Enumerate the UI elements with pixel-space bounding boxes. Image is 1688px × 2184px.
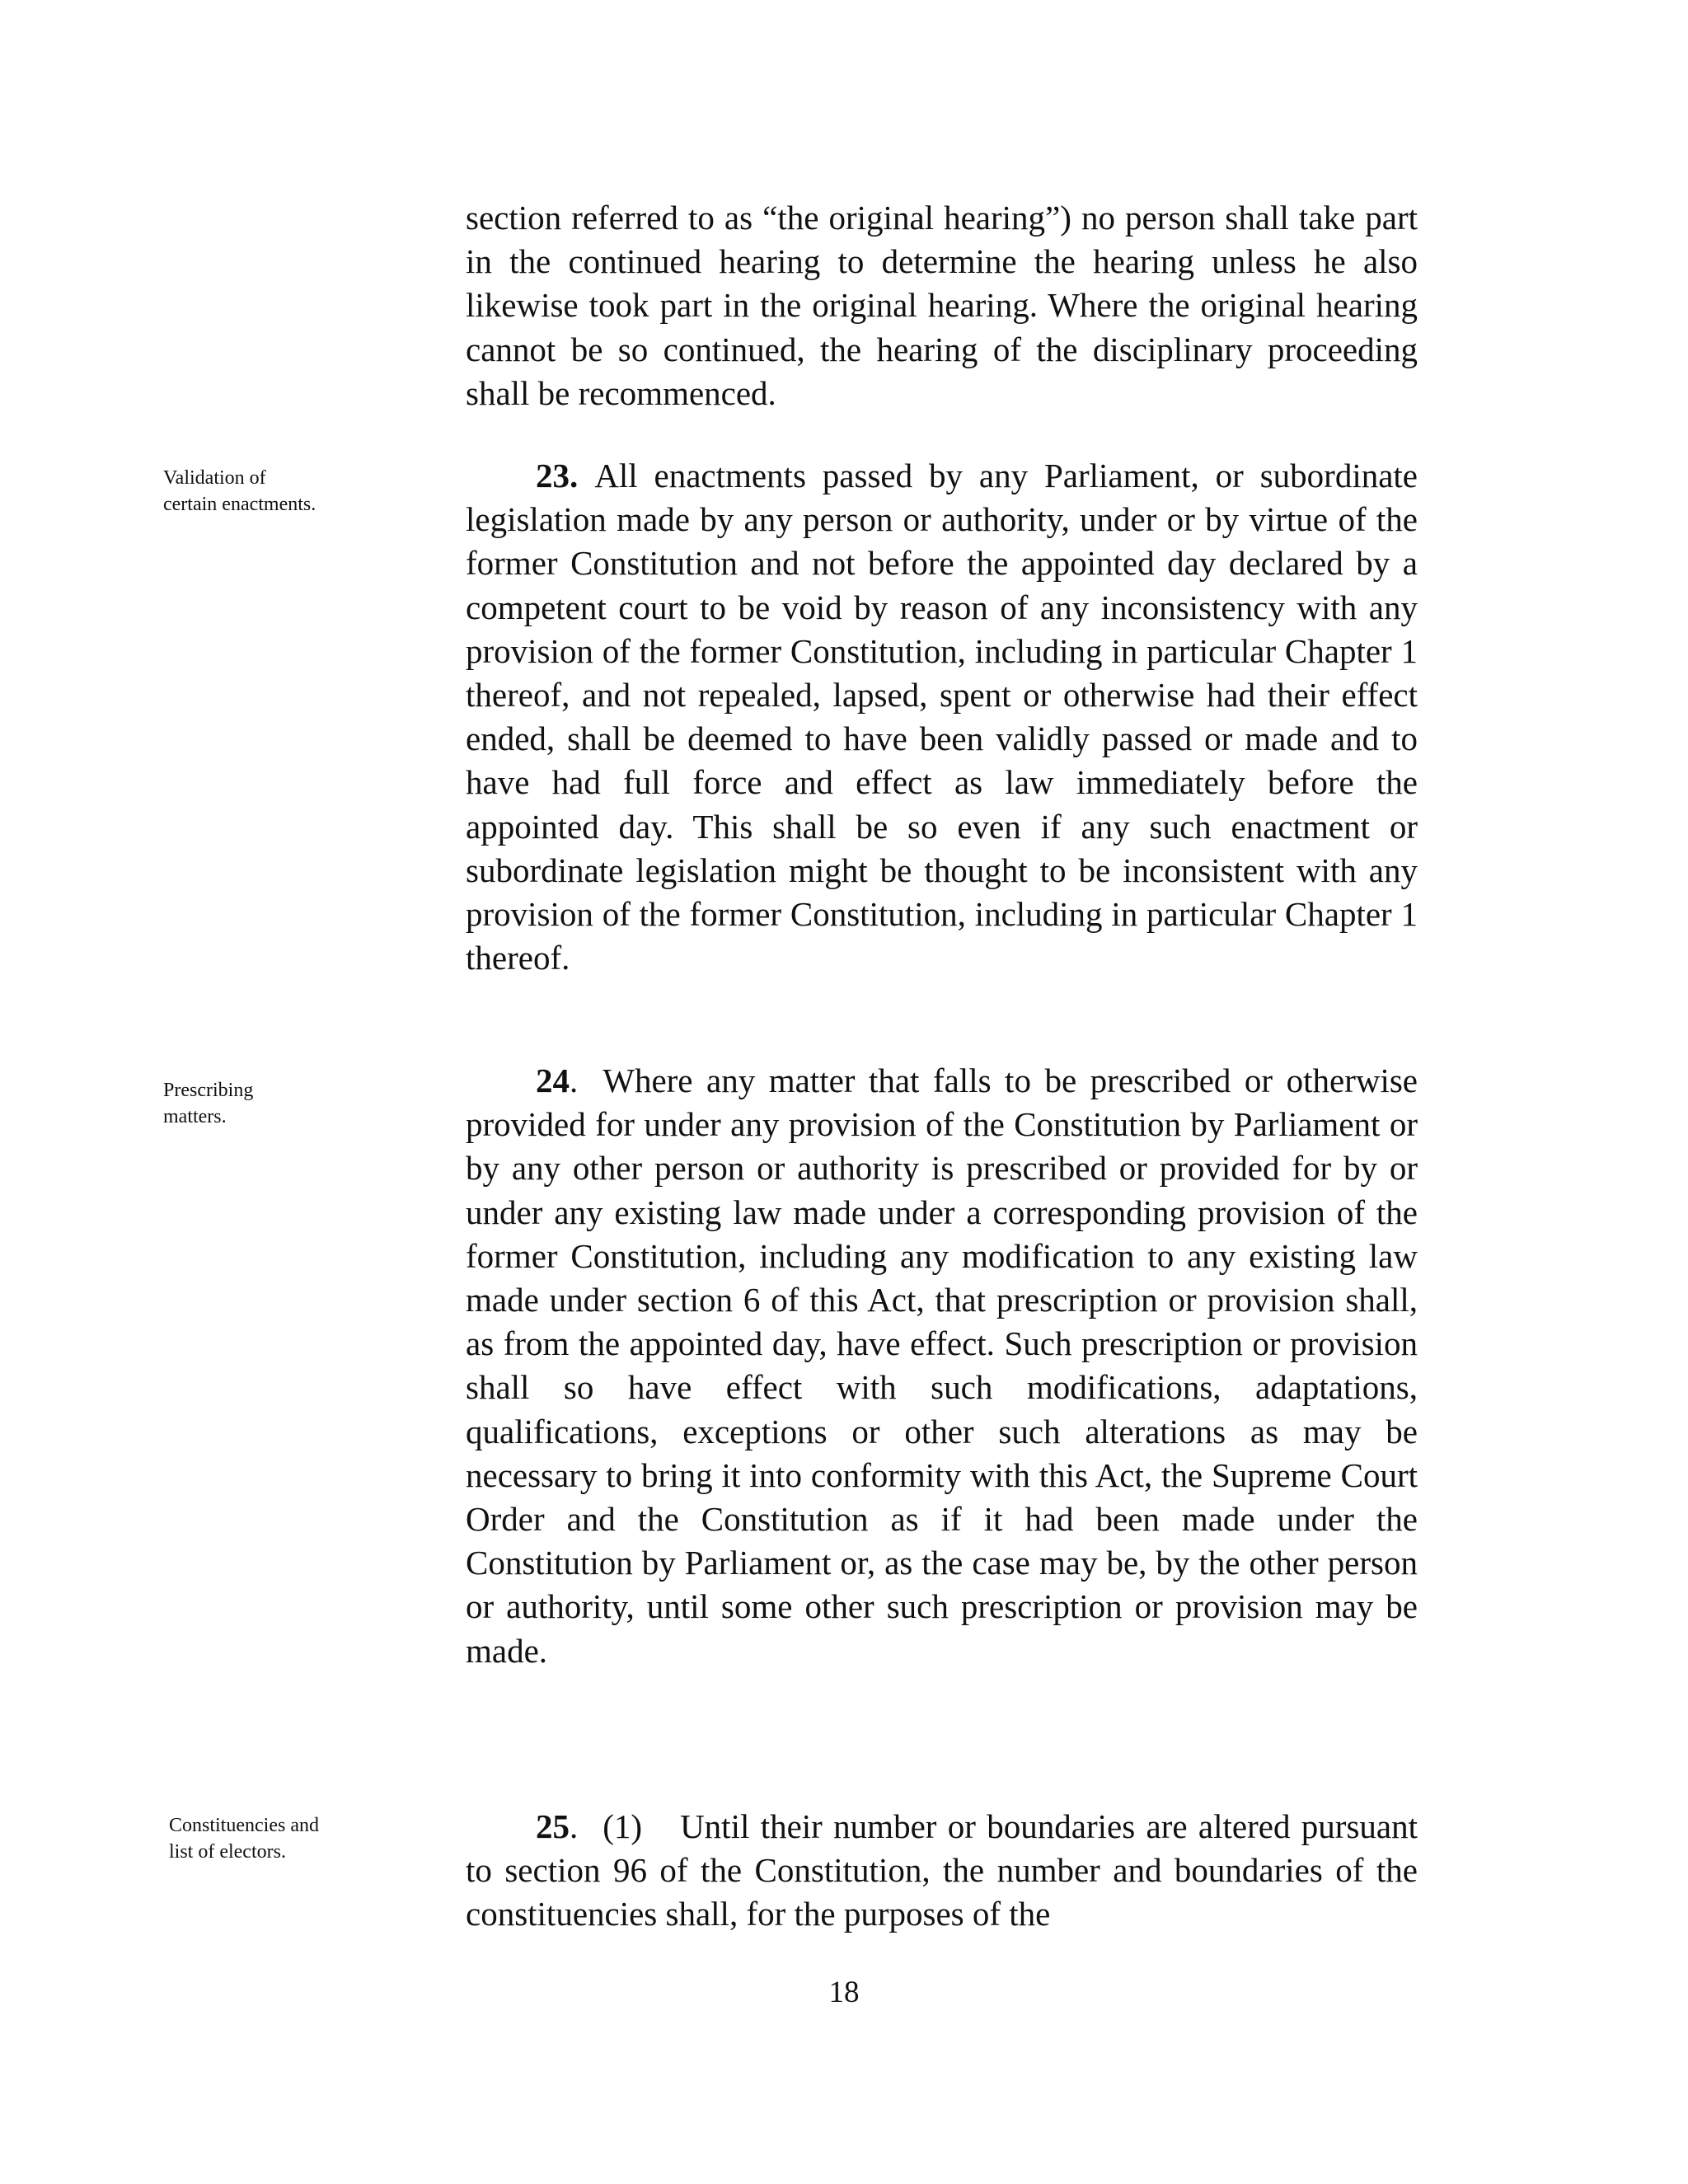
continuation-paragraph: section referred to as “the original hearing”) no person shall take part in the continued hearing to determine the hearing unless he also likewise took part in the original hearing. Where the original hearing cannot be so continued, the hearing of the disciplinary proceeding shall be recommenced. [466, 199, 1418, 412]
page-number: 18 [828, 1975, 860, 2009]
section-25-paragraph [466, 1805, 1418, 1937]
section-25-number: 25 [536, 1807, 570, 1845]
section-24-number-suffix: . [570, 1062, 579, 1099]
section-24-text: Where any matter that falls to be prescribed or otherwise provided for under any provision of the Constitution by Parliament or by any other person or authority is prescribed or provided for by or under any existing law made under a corresponding provision of the former Constitution, including any modification to any existing law made under section 6 of this Act, that prescription or provision shall, as from the appointed day, have effect. Such prescription or provision shall so have effect with such modifications, adaptations, qualifications, exceptions or other such alterations as may be necessary to bring it into conformity with this Act, the Supreme Court Order and the Constitution as if it had been made under the Constitution by Parliament or, as the case may be, by the other person or authority, until some other such prescription or provision may be made. [466, 1062, 1418, 1670]
section-25-text: Until their number or boundaries are altered pursuant to section 96 of the Constitution, the number and boundaries of the constituencies shall, for the purposes of the [466, 1807, 1418, 1933]
section-23-number: 23. [536, 457, 579, 494]
section-25-subsection: (1) [603, 1807, 643, 1845]
margin-note-section-24: Prescribing matters. [163, 1080, 254, 1127]
section-23-paragraph [466, 454, 1418, 980]
margin-note-section-23: Validation of certain enactments. [163, 467, 316, 515]
section-23-text: All enactments passed by any Parliament, or subordinate legislation made by any person or authority, under or by virtue of the former Constitution and not before the appointed day declared by a competent court to be void by reason of any inconsistency with any provision of the former Constitution, including in particular Chapter 1 thereof, and not repealed, lapsed, spent or otherwise had their effect ended, shall be deemed to have been validly passed or made and to have had full force and effect as law immediately before the appointed day. This shall be so even if any such enactment or subordinate legislation might be thought to be inconsistent with any provision of the former Constitution, including in particular Chapter 1 thereof. [466, 457, 1418, 977]
section-25-number-suffix: . [570, 1807, 579, 1845]
section-24-paragraph [466, 1059, 1418, 1673]
section-24-number: 24 [536, 1062, 570, 1099]
margin-note-section-25: Constituencies and list of electors. [169, 1815, 319, 1863]
